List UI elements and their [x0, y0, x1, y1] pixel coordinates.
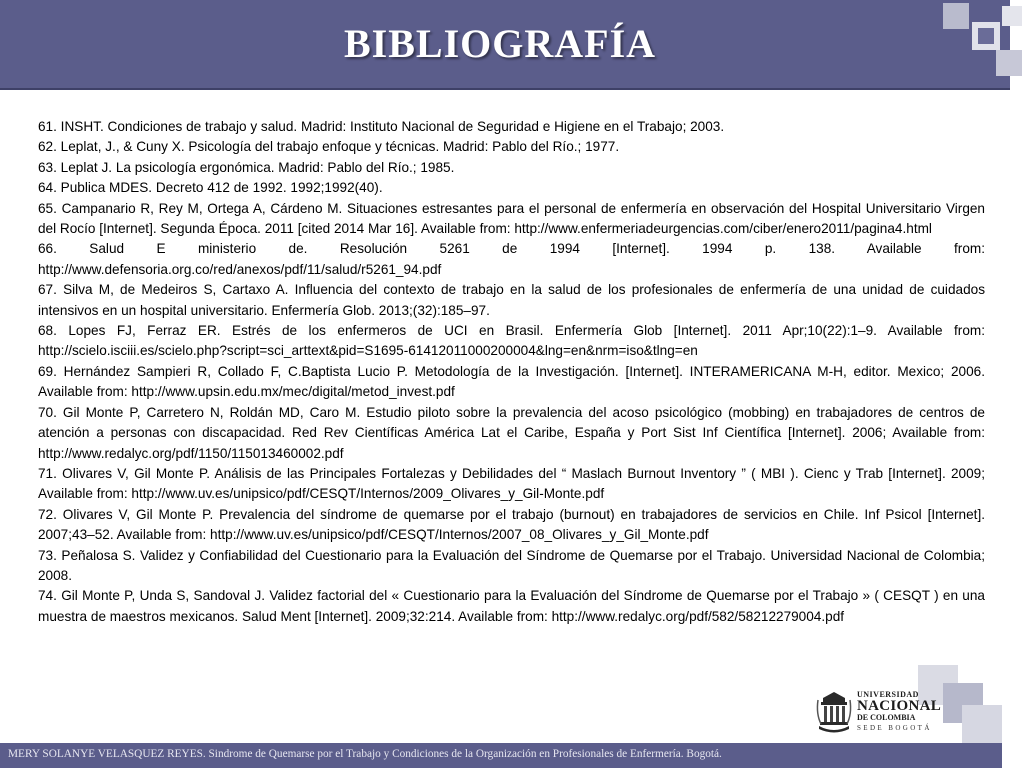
reference-list	[38, 117, 985, 627]
logo-line-1: UNIVERSIDAD	[857, 690, 919, 699]
decor-square	[1002, 6, 1022, 26]
reference-item: 66. Salud E ministerio de. Resolución 5261 de 1994 [Internet]. 1994 p. 138. Available from: http://www.defensoria.org.co/red/anexos/pdf/11/salud/r5261_94.pdf	[38, 241, 985, 277]
footer-bar	[0, 743, 1002, 768]
logo-line-2: NACIONAL	[857, 698, 942, 714]
reference-item: 62. Leplat, J., & Cuny X. Psicología del trabajo enfoque y técnicas. Madrid: Pablo del Río.; 1977.	[38, 139, 620, 155]
university-seal-icon	[815, 690, 853, 734]
reference-item: 74. Gil Monte P, Unda S, Sandoval J. Validez factorial del « Cuestionario para la Evaluación del Síndrome de Quemarse por el Trabajo » ( CESQT ) en una muestra de maestros mexicanos. Salud Ment [Internet]. 2009;32:214. Available from: http://www.redalyc.org/pdf/582/58212279004.pdf	[38, 588, 985, 624]
reference-item: 69. Hernández Sampieri R, Collado F, C.Baptista Lucio P. Metodología de la Investigación. [Internet]. INTERAMERICANA M-H, editor. Mexico; 2006. Available from: http://www.upsin.edu.mx/mec/digital/metod_invest.pdf	[38, 363, 985, 400]
university-logo	[815, 688, 940, 740]
footer-text: MERY SOLANYE VELASQUEZ REYES. Sindrome de Quemarse por el Trabajo y Condiciones de la Organización en Profesionales de Enfermería. Bogotá.	[8, 748, 722, 760]
reference-item: 73. Peñalosa S. Validez y Confiabilidad del Cuestionario para la Evaluación del Síndrome de Quemarse por el Trabajo. Universidad Nacional de Colombia; 2008.	[38, 547, 985, 583]
reference-item: 61. INSHT. Condiciones de trabajo y salud. Madrid: Instituto Nacional de Seguridad e Higiene en el Trabajo; 2003.	[38, 119, 725, 134]
reference-item: 67. Silva M, de Medeiros S, Cartaxo A. Influencia del contexto de trabajo en la salud de los profesionales de enfermería de una unidad de cuidados intensivos en un hospital universitario. Enfermería Glob. 2013;(32):185–97.	[38, 282, 985, 318]
reference-item: 63. Leplat J. La psicología ergonómica. Madrid: Pablo del Río.; 1985.	[38, 159, 455, 175]
title-bar	[0, 0, 1010, 90]
reference-item: 70. Gil Monte P, Carretero N, Roldán MD, Caro M. Estudio piloto sobre la prevalencia del acoso psicológico (mobbing) en trabajadores de centros de atención a personas con discapacidad. Red Rev Científicas América Lat el Caribe, España y Port Sist Inf Científica [Internet]. 2006; Available from: http://www.redalyc.org/pdf/1150/115013460002.pdf	[38, 404, 985, 461]
reference-item: 72. Olivares V, Gil Monte P. Prevalencia del síndrome de quemarse por el trabajo (burnout) en trabajadores de servicios en Chile. Inf Psicol [Internet]. 2007;43–52. Available from: http://www.uv.es/unipsico/pdf/CESQT/Internos/2007_08_Olivares_y_Gil_Monte.pdf	[38, 506, 985, 543]
reference-item: 65. Campanario R, Rey M, Ortega A, Cárdeno M. Situaciones estresantes para el personal de enfermería en observación del Hospital Universitario Virgen del Rocío [Internet]. Segunda Época. 2011 [cited 2014 Mar 16]. Available from: http://www.enfermeriadeurgencias.com/ciber/enero2011/pagina4.html	[38, 200, 985, 237]
reference-item: 64. Publica MDES. Decreto 412 de 1992. 1992;1992(40).	[38, 180, 383, 196]
decor-square	[996, 50, 1022, 76]
logo-line-4: SEDE BOGOTÁ	[857, 724, 932, 732]
logo-line-3: DE COLOMBIA	[857, 713, 916, 722]
slide-title: BIBLIOGRAFÍA	[343, 21, 657, 66]
university-name	[857, 691, 957, 732]
reference-item: 71. Olivares V, Gil Monte P. Análisis de las Principales Fortalezas y Debilidades del “ Maslach Burnout Inventory ” ( MBI ). Cienc y Trab [Internet]. 2009; Available from: http://www.uv.es/unipsico/pdf/CESQT/Internos/2009_Olivares_y_Gil-Monte.pdf	[38, 465, 985, 502]
decor-square	[962, 705, 1002, 743]
decor-square	[978, 28, 994, 44]
decor-square	[943, 3, 969, 29]
reference-item: 68. Lopes FJ, Ferraz ER. Estrés de los enfermeros de UCI en Brasil. Enfermería Glob [Internet]. 2011 Apr;10(22):1–9. Available from: http://scielo.isciii.es/scielo.php?script=sci_arttext&pid=S1695-61412011000200004&lng=en&nrm=iso&tlng=en	[38, 323, 985, 359]
